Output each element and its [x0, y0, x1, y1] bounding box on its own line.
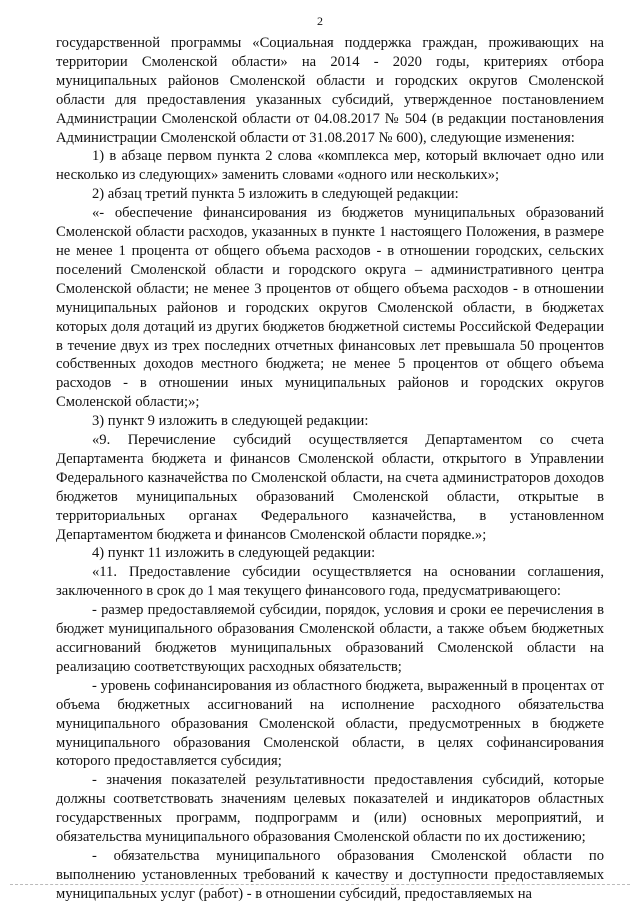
paragraph-intro: государственной программы «Социальная поддержка граждан, проживающих на территории Смоленской области» на 2014 - 2020 годы, критериях отбора муниципальных районов Смоленской области и городских округов Смоленской области для предоставления указанных субсидий, утвержденное постановлением Администрации Смоленской области от 04.08.2017 № 504 (в редакции постановления Администрации Смоленской области от 31.08.2017 № 600), следующие изменения:: [56, 35, 604, 146]
paragraph-item-1: 1) в абзаце первом пункта 2 слова «комплекса мер, который включает одно или несколько из следующих» заменить словами «одного или нескольких»;: [56, 148, 604, 184]
paragraph-item-4: 4) пункт 11 изложить в следующей редакции:: [92, 545, 376, 562]
page-bottom-divider: [10, 884, 630, 885]
paragraph-quote-point-9: «9. Перечисление субсидий осуществляется Департаментом со счета Департамента бюджета и финансов Смоленской области, открытого в Управлении Федерального казначейства по Смоленской области, на счета администраторов доходов бюджетов муниципальных образований Смоленской области, открытые в территориальных органах Федерального казначейства, в установленном Департаментом бюджета и финансов Смоленской области порядке.»;: [56, 432, 604, 543]
paragraph-item-3: 3) пункт 9 изложить в следующей редакции:: [92, 413, 369, 430]
paragraph-bullet-cofinancing: - уровень софинансирования из областного бюджета, выраженный в процентах от объема бюджетных ассигнований на исполнение расходного обязательства муниципального образования Смоленской области, предусмотренных в бюджете муниципального образования Смоленской области, в целях софинансирования которого предоставляется субсидия;: [56, 677, 604, 770]
paragraph-item-2: 2) абзац третий пункта 5 изложить в следующей редакции:: [92, 186, 459, 203]
paragraph-bullet-subsidy-size: - размер предоставляемой субсидии, порядок, условия и сроки ее перечисления в бюджет муниципального образования Смоленской области, а также объем бюджетных ассигнований бюджетов муниципальных образований Смоленской области на реализацию соответствующих расходных обязательств;: [56, 602, 604, 675]
page-number: 2: [317, 14, 323, 28]
paragraph-quote-point-11: «11. Предоставление субсидии осуществляется на основании соглашения, заключенного в срок до 1 мая текущего финансового года, предусматривающего:: [56, 564, 604, 600]
paragraph-bullet-obligations: - обязательства муниципального образования Смоленской области по выполнению установленных требований к качеству и доступности предоставляемых муниципальных услуг (работ) - в отношении субсидий, предоставляемых на: [56, 847, 604, 902]
paragraph-bullet-indicators: - значения показателей результативности предоставления субсидий, которые должны соответствовать значениям целевых показателей и индикаторов областных государственных программ, подпрограмм и (или) основных мероприятий, и обязательства муниципального образования Смоленской области по их достижению;: [56, 772, 604, 846]
paragraph-quote-financing: «- обеспечение финансирования из бюджетов муниципальных образований Смоленской области расходов, указанных в пункте 1 настоящего Положения, в размере не менее 1 процента от общего объема расходов - в отношении городских, сельских поселений Смоленской области и городского округа – административного центра Смоленской области; не менее 3 процентов от общего объема расходов - в отношении муниципальных районов и городских округов Смоленской области, в бюджетах которых доля дотаций из других бюджетов бюджетной системы Российской Федерации в течение двух из трех последних отчетных финансовых лет превышала 50 процентов собственных доходов местного бюджета; не менее 5 процентов от общего объема расходов - в отношении иных муниципальных районов и городских округов Смоленской области;»;: [56, 205, 604, 411]
document-body: [56, 34, 604, 904]
